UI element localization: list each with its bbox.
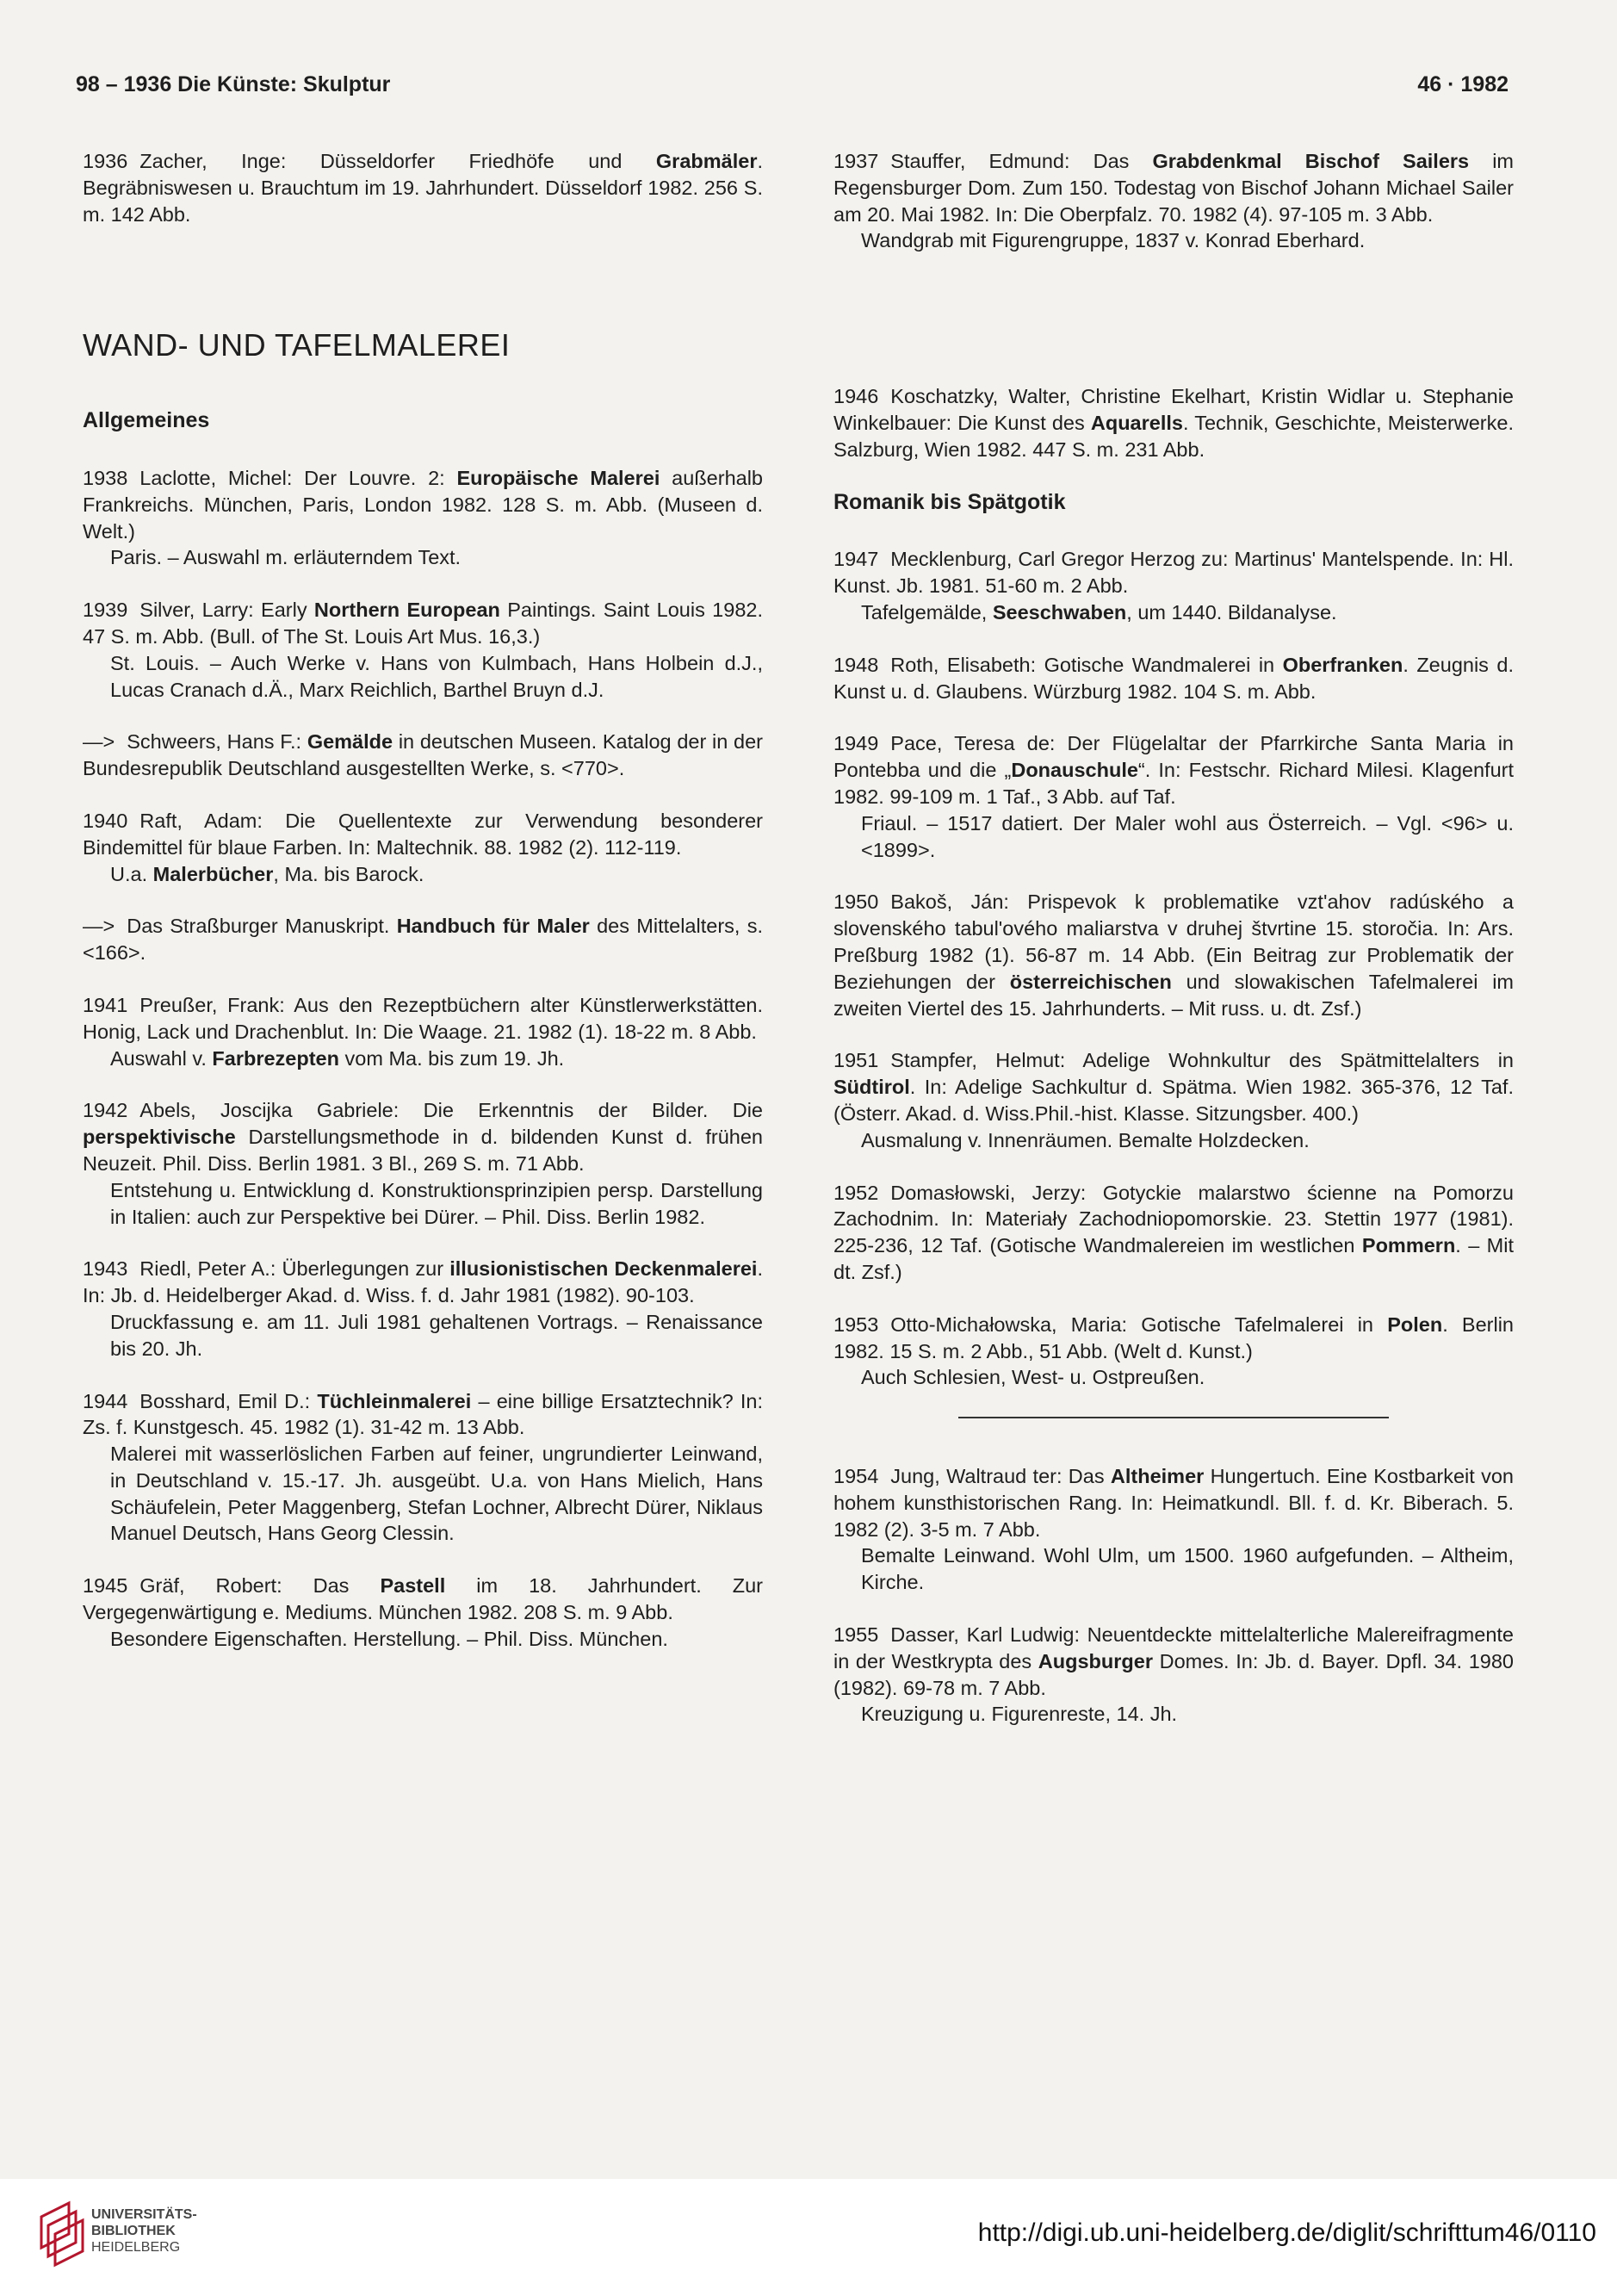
bibliography-entry xyxy=(833,1047,1514,1153)
entry-annotation: Entstehung u. Entwicklung d. Konstruktionsprinzipien persp. Darstellung in Italien: auch zur Perspektive bei Dürer. – Phil. Diss. Berlin 1982. xyxy=(110,1178,763,1228)
entry-citation: 1936 Zacher, Inge: Düsseldorfer Friedhöfe und Grabmäler. Begräbniswesen u. Brauchtum im 19. Jahrhundert. Düsseldorf 1982. 256 S. m. 142 Abb. xyxy=(83,150,763,226)
entry-number: 1938 xyxy=(83,466,128,489)
entry-annotation: Tafelgemälde, Seeschwaben, um 1440. Bildanalyse. xyxy=(861,600,1337,624)
source-url[interactable]: http://digi.ub.uni-heidelberg.de/diglit/schrifttum46/0110 xyxy=(977,2218,1596,2247)
bibliography-entry xyxy=(83,148,763,227)
entry-annotation: Auswahl v. Farbrezepten vom Ma. bis zum 19. Jh. xyxy=(110,1046,565,1070)
right-entries xyxy=(833,546,1514,1391)
bibliography-entry xyxy=(83,597,763,703)
entry-citation: 1942 Abels, Joscijka Gabriele: Die Erkenntnis der Bilder. Die perspektivische Darstellungsmethode in d. bildenden Kunst d. frühen Neuzeit. Phil. Diss. Berlin 1981. 3 Bl., 269 S. m. 71 Abb. xyxy=(83,1099,763,1175)
entry-number: 1953 xyxy=(833,1312,879,1336)
entry-annotation: Bemalte Leinwand. Wohl Ulm, um 1500. 1960 aufgefunden. – Altheim, Kirche. xyxy=(861,1544,1514,1594)
entry-citation: 1937 Stauffer, Edmund: Das Grabdenkmal Bischof Sailers im Regensburger Dom. Zum 150. Todestag von Bischof Johann Michael Sailer am 20. Mai 1982. In: Die Oberpfalz. 70. 1982 (4). 97-105 m. 3 Abb. xyxy=(833,150,1514,226)
bibliography-entry xyxy=(83,465,763,571)
bibliography-entry xyxy=(833,889,1514,1021)
entry-number: 1947 xyxy=(833,548,879,571)
entry-citation: —> Schweers, Hans F.: Gemälde in deutschen Museen. Katalog der in der Bundesrepublik Deutschland ausgestellten Werke, s. <770>. xyxy=(83,730,764,780)
entry-number: —> xyxy=(83,730,115,754)
left-column xyxy=(83,148,763,1679)
entry-number: 1944 xyxy=(83,1389,128,1412)
entry-annotation: Kreuzigung u. Figurenreste, 14. Jh. xyxy=(861,1703,1178,1726)
entry-citation: 1941 Preußer, Frank: Aus den Rezeptbüchern alter Künstlerwerkstätten. Honig, Lack und Drachenblut. In: Die Waage. 21. 1982 (1). 18-22 m. 8 Abb. xyxy=(83,993,763,1043)
entry-citation: 1938 Laclotte, Michel: Der Louvre. 2: Europäische Malerei außerhalb Frankreichs. München, Paris, London 1982. 128 S. m. Abb. (Museen d. Welt.) xyxy=(83,466,763,543)
entry-annotation: Wandgrab mit Figurengruppe, 1837 v. Konrad Eberhard. xyxy=(861,229,1366,252)
entry-annotation: Auch Schlesien, West- u. Ostpreußen. xyxy=(861,1366,1205,1389)
entry-number: 1949 xyxy=(833,732,879,755)
entry-citation: 1946 Koschatzky, Walter, Christine Ekelhart, Kristin Widlar u. Stephanie Winkelbauer: Die Kunst des Aquarells. Technik, Geschichte, Meisterwerke. Salzburg, Wien 1982. 447 S. m. 231 Abb. xyxy=(833,385,1514,461)
entry-citation: 1940 Raft, Adam: Die Quellentexte zur Verwendung besonderer Bindemittel für blaue Farben. In: Maltechnik. 88. 1982 (2). 112-119. xyxy=(83,809,763,859)
header-right: 46 · 1982 xyxy=(1417,72,1509,96)
subsection-romanik: Romanik bis Spätgotik xyxy=(833,489,1066,514)
header-left: 98 – 1936 Die Künste: Skulptur xyxy=(76,72,391,96)
bibliography-entry xyxy=(83,808,763,887)
entry-number: 1937 xyxy=(833,150,879,172)
entry-citation: 1954 Jung, Waltraud ter: Das Altheimer Hungertuch. Eine Kostbarkeit von hohem kunsthistorischen Rang. In: Heimatkundl. Bll. f. d. Kr. Biberach. 5. 1982 (2). 3-5 m. 7 Abb. xyxy=(833,1465,1514,1541)
bibliography-entry xyxy=(83,729,763,782)
entry-annotation: Besondere Eigenschaften. Herstellung. – Phil. Diss. München. xyxy=(110,1627,668,1650)
entry-number: 1943 xyxy=(83,1257,128,1281)
entry-annotation: U.a. Malerbücher, Ma. bis Barock. xyxy=(110,862,424,885)
entry-citation: 1955 Dasser, Karl Ludwig: Neuentdeckte mittelalterliche Malereifragmente in der Westkrypta des Augsburger Domes. In: Jb. d. Bayer. Dpfl. 34. 1980 (1982). 69-78 m. 7 Abb. xyxy=(833,1623,1514,1699)
bibliography-entry xyxy=(83,1388,763,1548)
bibliography-entry xyxy=(833,1622,1514,1728)
library-name xyxy=(91,2206,197,2256)
entry-citation: 1951 Stampfer, Helmut: Adelige Wohnkultur des Spätmittelalters in Südtirol. In: Adelige Sachkultur d. Spätma. Wien 1982. 365-376, 12 Taf. (Österr. Akad. d. Wiss.Phil.-hist. Klasse. Sitzungsber. 400.) xyxy=(833,1049,1514,1125)
bibliography-entry xyxy=(833,652,1514,705)
entry-number: 1941 xyxy=(83,993,128,1016)
entry-number: 1936 xyxy=(83,150,128,172)
bibliography-entry xyxy=(83,992,763,1071)
entry-number: 1952 xyxy=(833,1181,879,1204)
entry-citation: 1950 Bakoš, Ján: Prispevok k problematike vzt'ahov radúského a slovenského tabul'ového maliarstva v druhej štvrtine 15. storočia. In: Ars. Preßburg 1982 (1). 56-87 m. 14 Abb. (Ein Beitrag zur Problematik der Beziehungen der österreichischen und slowakischen Tafelmalerei im zweiten Viertel des 15. Jahrhunderts. – Mit russ. u. dt. Zsf.) xyxy=(833,890,1514,1020)
entry-number: 1940 xyxy=(83,809,128,832)
entry-number: 1946 xyxy=(833,385,879,408)
entry-citation: 1947 Mecklenburg, Carl Gregor Herzog zu: Martinus' Mantelspende. In: Hl. Kunst. Jb. 1981. 51-60 m. 2 Abb. xyxy=(833,548,1514,598)
entry-citation: 1944 Bosshard, Emil D.: Tüchleinmalerei – eine billige Ersatztechnik? In: Zs. f. Kunstgesch. 45. 1982 (1). 31-42 m. 13 Abb. xyxy=(83,1389,763,1439)
divider-rule xyxy=(958,1417,1389,1418)
entry-citation: 1943 Riedl, Peter A.: Überlegungen zur illusionistischen Deckenmalerei. In: Jb. d. Heidelberger Akad. d. Wiss. f. d. Jahr 1981 (1982). 90-103. xyxy=(83,1257,763,1307)
bibliography-entry xyxy=(833,546,1514,625)
right-after-rule xyxy=(833,1463,1514,1728)
entry-annotation: Ausmalung v. Innenräumen. Bemalte Holzdecken. xyxy=(861,1128,1310,1151)
bibliography-entry xyxy=(833,383,1514,462)
bibliography-entry xyxy=(83,1097,763,1230)
entry-number: 1939 xyxy=(83,599,128,622)
library-name-line: BIBLIOTHEK xyxy=(91,2224,176,2238)
right-first-entries xyxy=(833,148,1514,463)
bibliography-entry xyxy=(83,1573,763,1652)
library-logo-icon xyxy=(34,2200,95,2275)
entry-annotation: Malerei mit wasserlöslichen Farben auf feiner, ungrundierter Leinwand, in Deutschland v. 15.-17. Jh. ausgeübt. U.a. von Hans Mielich, Hans Schäufelein, Peter Maggenberg, Stefan Lochner, Albrecht Dürer, Niklaus Manuel Deutsch, Hans Georg Clessin. xyxy=(110,1443,763,1545)
entry-citation: 1952 Domasłowski, Jerzy: Gotyckie malarstwo ścienne na Pomorzu Zachodnim. In: Materiały Zachodniopomorskie. 23. Stettin 1977 (1981). 225-236, 12 Taf. (Gotische Wandmalereien im westlichen Pommern. – Mit dt. Zsf.) xyxy=(833,1181,1515,1283)
entry-number: 1942 xyxy=(83,1099,128,1122)
library-name-line: HEIDELBERG xyxy=(91,2240,181,2255)
left-entries xyxy=(83,465,763,1653)
entry-number: 1945 xyxy=(83,1574,128,1598)
entry-number: 1954 xyxy=(833,1465,879,1488)
bibliography-entry xyxy=(83,1256,763,1362)
entry-annotation: Paris. – Auswahl m. erläuterndem Text. xyxy=(110,546,462,569)
subsection-allgemeines: Allgemeines xyxy=(83,408,210,433)
left-first-entries xyxy=(83,148,763,227)
bibliography-entry xyxy=(833,730,1514,863)
right-column xyxy=(833,148,1514,1753)
bibliography-entry xyxy=(833,1463,1514,1596)
entry-citation: 1948 Roth, Elisabeth: Gotische Wandmalerei in Oberfranken. Zeugnis d. Kunst u. d. Glaubens. Würzburg 1982. 104 S. m. Abb. xyxy=(833,653,1514,703)
entry-citation: —> Das Straßburger Manuskript. Handbuch für Maler des Mittelalters, s. <166>. xyxy=(83,915,763,965)
entry-number: 1955 xyxy=(833,1623,879,1647)
bibliography-entry xyxy=(833,1312,1514,1391)
bibliography-entry xyxy=(833,1180,1514,1286)
entry-citation: 1945 Gräf, Robert: Das Pastell im 18. Jahrhundert. Zur Vergegenwärtigung e. Mediums. München 1982. 208 S. m. 9 Abb. xyxy=(83,1574,763,1624)
section-title: WAND- UND TAFELMALEREI xyxy=(83,327,511,363)
entry-citation: 1939 Silver, Larry: Early Northern European Paintings. Saint Louis 1982. 47 S. m. Abb. (Bull. of The St. Louis Art Mus. 16,3.) xyxy=(83,599,763,648)
entry-citation: 1953 Otto-Michałowska, Maria: Gotische Tafelmalerei in Polen. Berlin 1982. 15 S. m. 2 Abb., 51 Abb. (Welt d. Kunst.) xyxy=(833,1312,1515,1362)
page-header xyxy=(76,72,1509,97)
entry-number: 1948 xyxy=(833,653,879,676)
entry-annotation: Druckfassung e. am 11. Juli 1981 gehaltenen Vortrags. – Renaissance bis 20. Jh. xyxy=(110,1310,763,1360)
footer xyxy=(0,2179,1617,2296)
entry-number: 1950 xyxy=(833,890,879,914)
entry-number: —> xyxy=(83,915,115,938)
entry-citation: 1949 Pace, Teresa de: Der Flügelaltar der Pfarrkirche Santa Maria in Pontebba und die „Donauschule“. In: Festschr. Richard Milesi. Klagenfurt 1982. 99-109 m. 1 Taf., 3 Abb. auf Taf. xyxy=(833,732,1514,808)
library-name-line: UNIVERSITÄTS- xyxy=(91,2207,197,2222)
bibliography-entry xyxy=(833,148,1514,254)
entry-annotation: St. Louis. – Auch Werke v. Hans von Kulmbach, Hans Holbein d.J., Lucas Cranach d.Ä., Marx Reichlich, Barthel Bruyn d.J. xyxy=(110,651,763,701)
bibliography-entry xyxy=(83,913,763,966)
entry-annotation: Friaul. – 1517 datiert. Der Maler wohl aus Österreich. – Vgl. <96> u. <1899>. xyxy=(861,811,1514,861)
entry-number: 1951 xyxy=(833,1049,879,1072)
